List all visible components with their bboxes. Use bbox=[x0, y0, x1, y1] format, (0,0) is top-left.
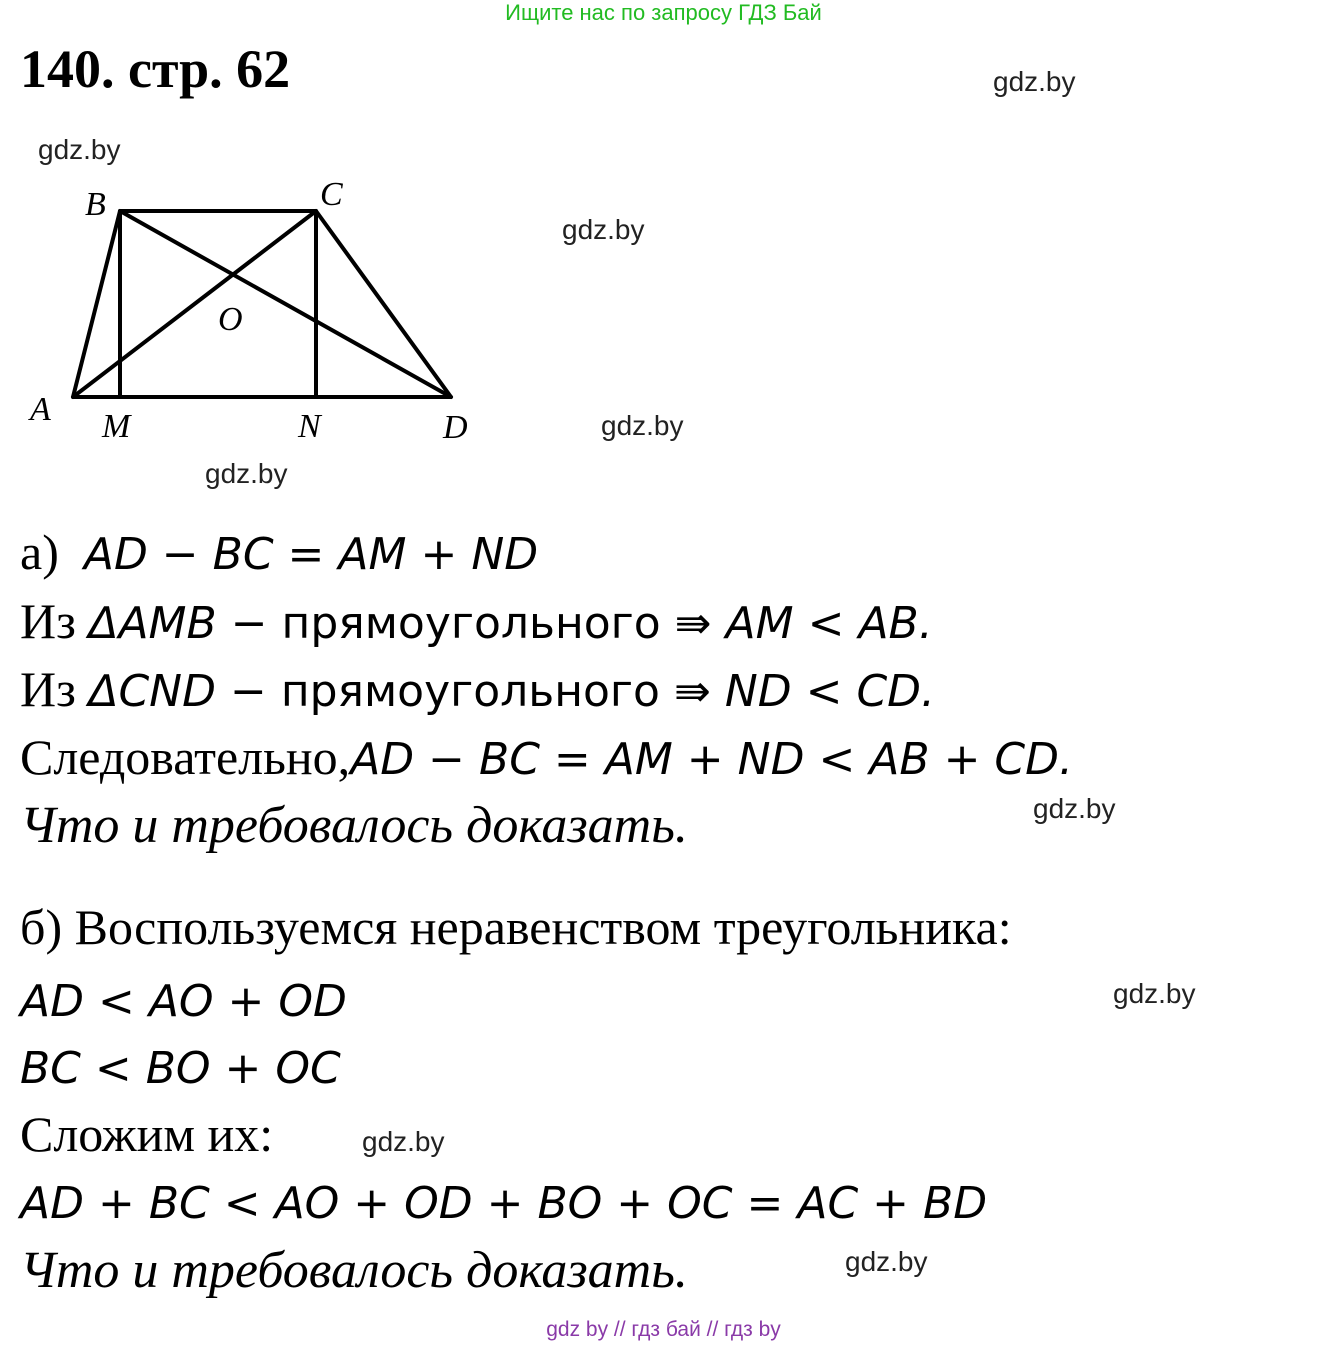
line-lead: Из bbox=[20, 593, 89, 649]
line-text: − прямоугольного ⇛ bbox=[215, 666, 725, 717]
watermark: gdz.by bbox=[205, 458, 288, 489]
triangle-amb: ΔAMB bbox=[88, 598, 217, 649]
line-text: − прямоугольного ⇛ bbox=[216, 598, 726, 649]
triangle-cnd: ΔCND bbox=[88, 666, 216, 717]
part-a-conclusion: Что и требовалось доказать. bbox=[20, 797, 688, 854]
part-a-line-3 bbox=[20, 660, 935, 718]
search-hint-banner: Ищите нас по запросу ГДЗ Бай bbox=[505, 0, 822, 25]
line-lead: Следовательно, bbox=[20, 729, 351, 785]
diagonal-bd bbox=[120, 211, 451, 397]
watermark: gdz.by bbox=[562, 214, 645, 245]
footer-links: gdz by // гдз бай // гдз by bbox=[546, 1318, 781, 1341]
inequality-bc: BC < BO + OC bbox=[20, 1043, 341, 1094]
trapezoid-figure bbox=[25, 170, 505, 450]
vertex-label-c: C bbox=[320, 176, 343, 213]
point-label-n: N bbox=[298, 408, 321, 445]
diagonal-ac bbox=[73, 211, 316, 397]
watermark: gdz.by bbox=[38, 134, 121, 165]
part-b-sum-label: Сложим их: bbox=[20, 1106, 274, 1162]
watermark: gdz.by bbox=[1113, 978, 1196, 1009]
point-label-o: O bbox=[218, 301, 243, 338]
inequality-nd-cd: ND < CD. bbox=[724, 666, 936, 717]
exercise-title: 140. стр. 62 bbox=[20, 39, 291, 99]
watermark: gdz.by bbox=[601, 410, 684, 441]
part-b-conclusion: Что и требовалось доказать. bbox=[20, 1242, 688, 1299]
watermark: gdz.by bbox=[845, 1246, 928, 1277]
trapezoid-outline bbox=[73, 211, 451, 397]
part-b-sum bbox=[20, 1172, 987, 1230]
part-b-intro: б) Воспользуемся неравенством треугольника: bbox=[20, 899, 1012, 955]
part-a-equation: AD − BC = AM + ND bbox=[83, 529, 539, 580]
sum-inequality: AD + BC < AO + OD + BO + OC = AC + BD bbox=[20, 1178, 988, 1229]
part-b-ineq-1 bbox=[20, 970, 347, 1028]
part-a-line-2 bbox=[20, 592, 933, 650]
point-label-m: M bbox=[102, 408, 131, 445]
watermark: gdz.by bbox=[1033, 793, 1116, 824]
vertex-label-b: B bbox=[85, 186, 106, 223]
final-inequality-a: AD − BC = AM + ND < AB + CD. bbox=[350, 734, 1074, 785]
inequality-ad: AD < AO + OD bbox=[20, 976, 347, 1027]
part-a-line-1 bbox=[20, 523, 538, 581]
part-a-prefix: а) bbox=[20, 524, 59, 580]
inequality-am-ab: AM < AB. bbox=[725, 598, 933, 649]
watermark: gdz.by bbox=[993, 66, 1076, 97]
part-b-ineq-2 bbox=[20, 1037, 341, 1095]
part-a-line-4 bbox=[20, 728, 1073, 786]
vertex-label-a: A bbox=[30, 391, 51, 428]
line-lead: Из bbox=[20, 661, 89, 717]
watermark: gdz.by bbox=[362, 1126, 445, 1157]
vertex-label-d: D bbox=[443, 409, 468, 446]
